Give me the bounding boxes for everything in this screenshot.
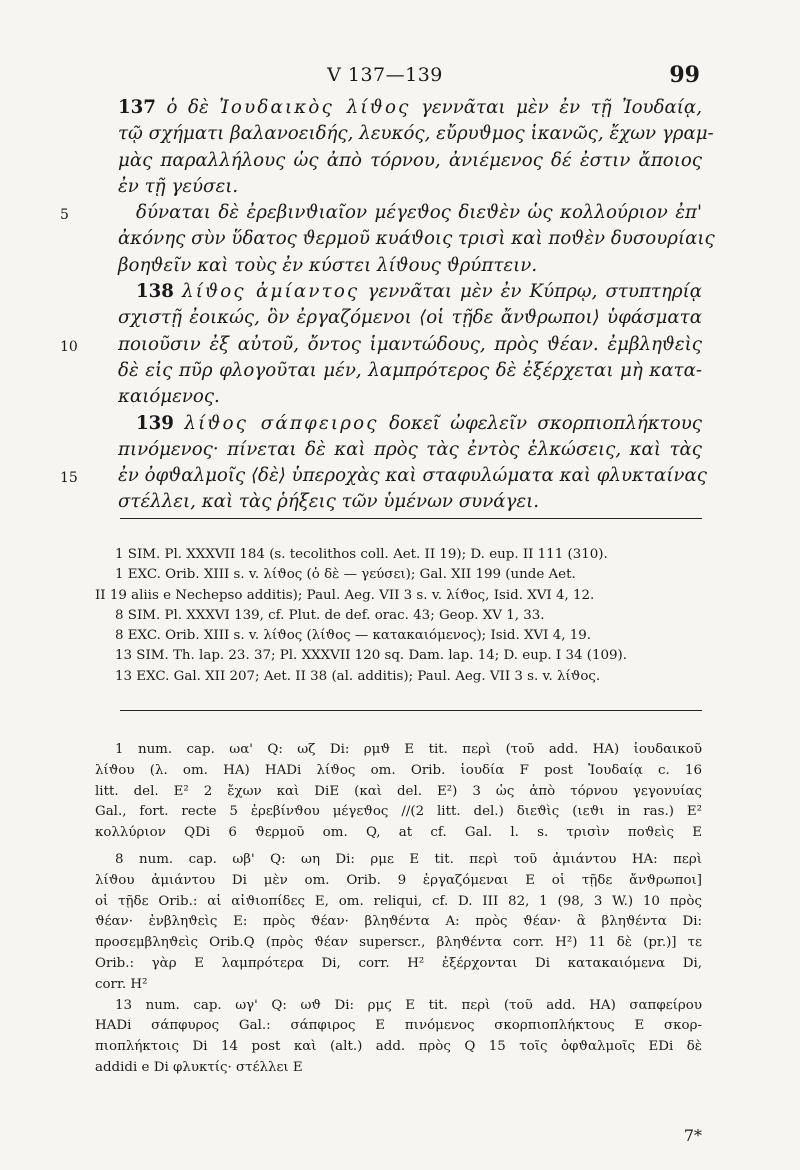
text-segment: ὁ δὲ: [155, 97, 220, 118]
text-line: [118, 489, 702, 515]
text-segment: σχιστῇ ἐοικώς, ὃν ἐργαζόμενοι ⟨οἱ τῇδε ἄνϑρωποι⟩ ὑφάσματα: [118, 307, 702, 329]
text-segment: δοκεῖ ὠφελεῖν σκορπιοπλήκτους: [378, 412, 702, 434]
text-segment: δύναται δὲ ἐρεβινϑιαῖον μέγεϑος διεϑὲν ὡς κολλούριον ἐπ': [136, 202, 702, 224]
text-line: [118, 253, 702, 279]
main-text: [60, 95, 715, 516]
line-number: 5: [60, 207, 69, 224]
text-segment: ἀκόνης σὺν ὕδατος ϑερμοῦ κυάϑοις τρισὶ καὶ ποϑὲν δυσουρίαις: [118, 228, 715, 250]
apparatus-line: 1 num. cap. ωα' Q: ωζ Di: ρμϑ E tit. περὶ (τοῦ add. HA) ἰουδαικοῦ: [115, 742, 702, 757]
apparatus-line: πιοπλήκτοις Di 14 post καὶ (alt.) add. πρὸς Q 15 τοῖς ὀφϑαλμοῖς EDi δὲ: [95, 1039, 702, 1055]
text-line: [118, 279, 702, 305]
text-line: [118, 437, 702, 463]
text-segment: [174, 281, 182, 302]
text-segment: γεννᾶται μὲν ἐν Κύπρῳ, στυπτηρίᾳ: [359, 281, 702, 303]
apparatus-line: litt. del. E² 2 ἔχων καὶ DiE (καὶ del. E²) 3 ὡς ἀπὸ τόρνου γεγονυίας: [95, 783, 702, 799]
source-line: 1 SIM. Pl. XXXVII 184 (s. tecolithos coll. Aet. II 19); D. eup. II 111 (310).: [115, 547, 608, 562]
source-line: 13 SIM. Th. lap. 23. 37; Pl. XXXVII 120 sq. Dam. lap. 14; D. eup. I 34 (109).: [115, 648, 628, 664]
text-line: [118, 358, 702, 384]
apparatus-line: 13 num. cap. ωγ' Q: ωϑ Di: ρμϛ E tit. περὶ (τοῦ add. HA) σαπφείρου: [115, 997, 702, 1013]
text-line: [118, 174, 702, 200]
text-segment: δὲ εἰς πῦρ φλογοῦται μέν, λαμπρότερος δὲ ἐξέρχεται μὴ κατα-: [118, 359, 702, 381]
apparatus-line: Gal., fort. recte 5 ἐρεβίνϑου μέγεϑος //(2 litt. del.) διεϑὶς (ιεϑι in ras.) E²: [95, 804, 702, 820]
text-line: [118, 121, 714, 147]
apparatus-line: HADi σάπφυρος Gal.: σάπφιρος E πινόμενος σκορπιοπλήκτους E σκορ-: [95, 1018, 702, 1034]
lemma-heading: Ἰουδαικὸς λίϑος: [219, 97, 411, 118]
source-line: 13 EXC. Gal. XII 207; Aet. II 38 (al. additis); Paul. Aeg. VII 3 s. v. λίϑος.: [115, 668, 601, 684]
text-line: [118, 95, 702, 121]
text-segment: γεννᾶται μὲν ἐν τῇ Ἰουδαίᾳ,: [410, 97, 702, 118]
text-line: [60, 332, 702, 358]
apparatus-line: προσεμβληϑεὶς Orib.Q (πρὸς ϑέαν superscr., βληϑέντα corr. H²) 11 δὲ (pr.)] τε: [95, 935, 702, 951]
text-line: [118, 305, 702, 331]
apparatus-line: λίϑου (λ. om. HA) HADi λίϑος om. Orib. ἰουδία F post Ἰουδαίᾳ c. 16: [95, 762, 702, 778]
section-number: 139: [136, 412, 174, 434]
sources-apparatus: [95, 545, 702, 687]
text-segment: βοηϑεῖν καὶ τοὺς ἐν κύστει λίϑους ϑρύπτειν.: [118, 254, 538, 276]
running-header: [70, 62, 700, 92]
apparatus-line: κολλύριον QDi 6 ϑερμοῦ om. Q, at cf. Gal. l. s. τρισὶν ποϑεὶς E: [95, 825, 702, 841]
text-segment: μὰς παραλλήλους ὡς ἀπὸ τόρνου, ἀνιέμενος δέ ἐστιν ἄποιος: [118, 149, 702, 171]
lemma-heading: λίϑος ἀμίαντος: [182, 281, 360, 303]
line-number: 10: [60, 338, 78, 355]
apparatus-line: addidi e Di φλυκτίς· στέλλει E: [95, 1059, 303, 1075]
apparatus-line: λίϑου ἀμιάντου Di μὲν om. Orib. 9 ἐργαζόμεναι E οἱ τῇδε ἄνϑρωποι]: [95, 872, 702, 888]
text-segment: στέλλει, καὶ τὰς ῥήξεις τῶν ὑμένων συνάγει.: [118, 491, 540, 513]
source-line: 8 SIM. Pl. XXXVI 139, cf. Plut. de def. orac. 43; Geop. XV 1, 33.: [115, 607, 545, 623]
line-number: 15: [60, 470, 78, 487]
text-segment: τῷ σχήματι βαλανοειδής, λευκός, εὔρυϑμος ἱκανῶς, ἔχων γραμ-: [118, 123, 714, 145]
text-line: [118, 384, 702, 410]
text-segment: ἐν ὀφϑαλμοῖς ⟨δὲ⟩ ὑπεροχὰς καὶ σταφυλώματα καὶ φλυκταίνας: [118, 465, 707, 487]
signature-mark: 7*: [683, 1126, 702, 1145]
page-number: 99: [669, 62, 700, 88]
apparatus-line: Orib.: γὰρ E λαμπρότερα Di, corr. H² ἐξέρχονται Di κατακαιόμενα Di,: [95, 955, 702, 971]
text-segment: ποιοῦσιν ἐξ αὐτοῦ, ὄντος ἱμαντώδους, πρὸς ϑέαν. ἐμβληϑεὶς: [118, 333, 702, 355]
section-number: 138: [136, 281, 174, 303]
source-line: 8 EXC. Orib. XIII s. v. λίϑος (λίϑος — κατακαιόμενος); Isid. XVI 4, 19.: [115, 628, 592, 644]
source-line: II 19 aliis e Nechepso additis); Paul. Aeg. VII 3 s. v. λίϑος, Isid. XVI 4, 12.: [95, 587, 595, 603]
apparatus-line: 8 num. cap. ωβ' Q: ωη Di: ρμε E tit. περὶ τοῦ ἀμιάντου HA: περὶ: [115, 851, 702, 867]
running-head: V 137—139: [327, 64, 443, 86]
divider-rule: [120, 518, 702, 519]
text-line: [60, 200, 702, 226]
text-line: [118, 226, 715, 252]
apparatus-line: ϑέαν· ἐνβληϑεὶς E: πρὸς ϑέαν· βληϑέντα A: πρὸς ϑέαν· ἃ βληϑέντα Di:: [95, 914, 702, 930]
text-line: [118, 411, 702, 437]
apparatus-line: corr. H²: [95, 976, 148, 992]
text-line: [118, 148, 702, 174]
text-line: [60, 463, 707, 489]
divider-rule: [120, 710, 702, 711]
text-segment: ἐν τῇ γεύσει.: [118, 175, 239, 197]
text-segment: πινόμενος· πίνεται δὲ καὶ πρὸς τὰς ἐντὸς ἑλκώσεις, καὶ τὰς: [118, 438, 702, 460]
source-line: 1 EXC. Orib. XIII s. v. λίϑος (ὁ δὲ — γεύσει); Gal. XII 199 (unde Aet.: [115, 567, 576, 583]
text-segment: [174, 413, 184, 434]
section-number: 137: [118, 97, 156, 118]
lemma-heading: λίϑος σάπφειρος: [184, 412, 379, 434]
text-segment: καιόμενος.: [118, 386, 220, 408]
critical-apparatus: [95, 740, 702, 1079]
apparatus-line: οἱ τῇδε Orib.: αἱ αἰϑιοπίδες E, om. reliqui, cf. D. III 82, 1 (98, 3 W.) 10 πρὸς: [95, 893, 702, 909]
